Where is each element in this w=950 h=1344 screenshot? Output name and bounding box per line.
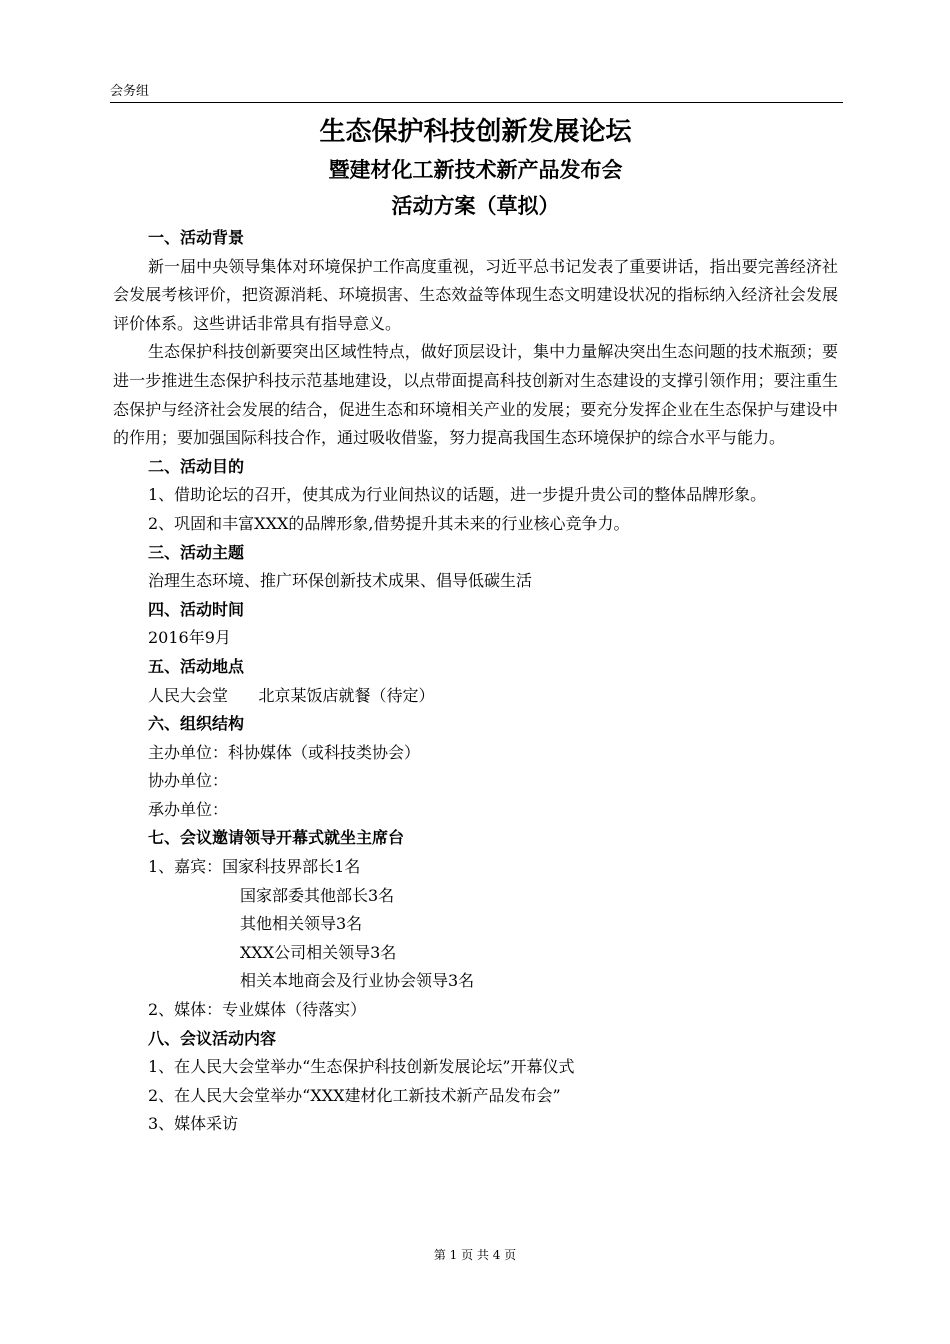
purpose-item-1: 1、借助论坛的召开，使其成为行业间热议的话题，进一步提升贵公司的整体品牌形象。 — [148, 485, 767, 505]
guest-line: XXX公司相关领导3名 — [240, 942, 397, 962]
section-heading-theme: 三、活动主题 — [148, 542, 245, 562]
section-heading-purpose: 二、活动目的 — [148, 456, 245, 476]
doc-subtitle: 暨建材化工新技术新产品发布会 — [328, 157, 623, 182]
venue-text: 人民大会堂 北京某饭店就餐（待定） — [148, 685, 435, 705]
guest-line: 其他相关领导3名 — [240, 914, 363, 934]
section-heading-time: 四、活动时间 — [148, 599, 245, 619]
activity-item: 2、在人民大会堂举办“XXX建材化工新技术新产品发布会” — [148, 1085, 561, 1105]
co-host-unit: 协办单位： — [148, 771, 229, 791]
section-heading-organization: 六、组织结构 — [148, 714, 245, 734]
guests-first-line: 1、嘉宾：国家科技界部长1名 — [148, 857, 361, 877]
guest-line: 国家部委其他部长3名 — [240, 885, 395, 905]
background-paragraph-2: 生态保护科技创新要突出区域性特点，做好顶层设计，集中力量解决突出生态问题的技术瓶颈；要进一步推进生态保护科技示范基地建设，以点带面提高科技创新对生态建设的支撑引领作用；要注重生态保护与经济社会发展的结合，促进生态和环境相关产业的发展；要充分发挥企业在生态保护与建设中的作用；要加强国际科技合作，通过吸收借鉴，努力提高我国生态环境保护的综合水平与能力。 — [113, 342, 838, 448]
host-unit: 主办单位：科协媒体（或科技类协会） — [148, 742, 421, 762]
activity-item: 1、在人民大会堂举办“生态保护科技创新发展论坛”开幕仪式 — [148, 1057, 575, 1077]
organizer-unit: 承办单位： — [148, 799, 229, 819]
doc-title: 生态保护科技创新发展论坛 — [319, 117, 632, 147]
section-heading-background: 一、活动背景 — [148, 228, 245, 247]
section-heading-activities: 八、会议活动内容 — [148, 1028, 277, 1048]
purpose-item-2: 2、巩固和丰富XXX的品牌形象,借势提升其未来的行业核心竞争力。 — [148, 513, 630, 533]
guest-line: 相关本地商会及行业协会领导3名 — [240, 971, 475, 991]
doc-plan-title: 活动方案（草拟） — [391, 193, 560, 218]
page-footer — [0, 1246, 950, 1263]
media-line: 2、媒体：专业媒体（待落实） — [148, 1000, 367, 1020]
theme-text: 治理生态环境、推广环保创新技术成果、倡导低碳生活 — [148, 571, 533, 591]
background-paragraph-1: 新一届中央领导集体对环境保护工作高度重视，习近平总书记发表了重要讲话，指出要完善经济社会发展考核评价，把资源消耗、环境损害、生态效益等体现生态文明建设状况的指标纳入经济社会发展评价体系。这些讲话非常具有指导意义。 — [113, 256, 838, 333]
section-heading-invited-leaders: 七、会议邀请领导开幕式就坐主席台 — [148, 828, 405, 848]
activity-item: 3、媒体采访 — [148, 1114, 239, 1134]
document-body — [113, 112, 838, 1139]
section-heading-venue: 五、活动地点 — [148, 656, 245, 676]
page-header — [110, 84, 843, 103]
page-number: 第 1 页 共 4 页 — [433, 1248, 517, 1262]
header-text: 会务组 — [110, 84, 150, 99]
time-text: 2016年9月 — [148, 628, 231, 648]
